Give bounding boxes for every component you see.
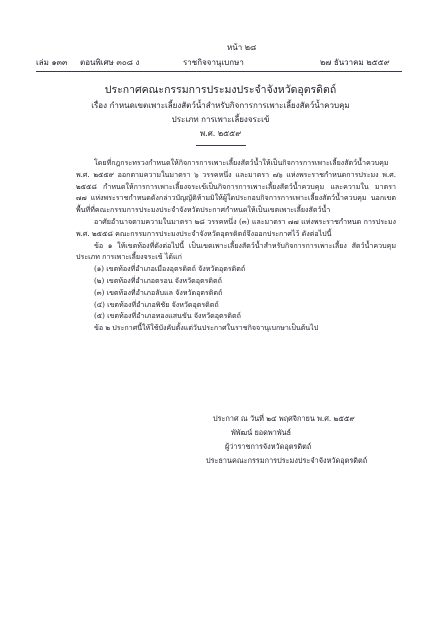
category-line: ประเภท การเพาะเลี้ยงจระเข้ xyxy=(171,115,270,124)
announcement-date: ประกาศ ณ วันที่ ๒๔ พฤศจิกายน พ.ศ. ๒๕๕๙ xyxy=(213,414,355,423)
signer-position: ผู้ว่าราชการจังหวัดอุตรดิตถ์ xyxy=(225,442,312,451)
announcement-body xyxy=(76,157,396,334)
list-item: (๕) เขตท้องที่อำเภอทองแสนขัน จังหวัดอุตรดิตถ์ xyxy=(94,311,241,321)
header-rule xyxy=(36,71,402,72)
title-divider xyxy=(196,145,246,146)
list-item: (๒) เขตท้องที่อำเภอตรอน จังหวัดอุตรดิตถ์ xyxy=(94,275,222,285)
clause-1: ข้อ ๑ ให้เขตท้องที่ดังต่อไปนี้ เป็นเขตเพาะเลี้ยงสัตว์น้ำสำหรับกิจการการเพาะเลี้ยง สัตว์น้ำควบคุม ประเภท การเพาะเลี้ยงจระเข้ ได้แก่ xyxy=(76,240,396,262)
authority-paragraph: อาศัยอำนาจตามความในมาตรา ๒๘ วรรคหนึ่ง (๓) และมาตรา ๗๗ แห่งพระราชกำหนด การประมง พ.ศ. ๒๕๕๘ คณะกรรมการประมงประจำจังหวัดอุตรดิตถ์จึงออกประกาศไว้ ดังต่อไปนี้ xyxy=(76,216,396,238)
gazette-name: ราชกิจจานุเบกษา xyxy=(183,58,244,67)
page-number: หน้า ๒๘ xyxy=(227,43,257,52)
page-title: ประกาศคณะกรรมการประมงประจำจังหวัดอุตรดิตถ์ xyxy=(104,84,337,96)
list-item: (๑) เขตท้องที่อำเภอเมืองอุตรดิตถ์ จังหวัดอุตรดิตถ์ xyxy=(94,264,246,274)
signer-name: พัพัฒน์ ยอดพาพันธ์ xyxy=(231,428,292,437)
gazette-date: ๒๗ ธันวาคม ๒๕๕๙ xyxy=(320,58,390,67)
list-item: (๓) เขตท้องที่อำเภอลับแล จังหวัดอุตรดิตถ์ xyxy=(94,287,223,297)
signer-role: ประธานคณะกรรมการประมงประจำจังหวัดอุตรดิตถ์ xyxy=(206,456,368,465)
list-item: (๔) เขตท้องที่อำเภอพิชัย จังหวัดอุตรดิตถ์ xyxy=(94,299,219,309)
subject-line: เรื่อง กำหนดเขตเพาะเลี้ยงสัตว์น้ำสำหรับกิจการการเพาะเลี้ยงสัตว์น้ำควบคุม xyxy=(91,101,350,110)
volume-label: เล่ม ๑๓๓ xyxy=(36,58,68,67)
year-line: พ.ศ. ๒๕๕๙ xyxy=(199,129,242,138)
section-label: ตอนพิเศษ ๓๐๘ ง xyxy=(80,58,140,67)
preamble-paragraph: โดยที่กฎกระทรวงกำหนดให้กิจการการเพาะเลี้ยงสัตว์น้ำให้เป็นกิจการการเพาะเลี้ยงสัตว์น้ำควบคุม พ.ศ. ๒๕๕๙ ออกตามความในมาตรา ๖ วรรคหนึ่ง และมาตรา ๗๖ แห่งพระราชกำหนดการประมง พ.ศ. ๒๕๕๘ กำหนดให้การการเพาะเลี้ยงจระเข้เป็นกิจการการเพาะเลี้ยงสัตว์น้ำควบคุม และความใน มาตรา ๗๗ แห่งพระราชกำหนดดังกล่าวบัญญัติห้ามมิให้ผู้ใดประกอบกิจการการเพาะเลี้ยงสัตว์น้ำควบคุม นอกเขตพื้นที่ที่คณะกรรมการประมงประจำจังหวัดประกาศกำหนดให้เป็นเขตเพาะเลี้ยงสัตว์น้ำ xyxy=(76,158,396,215)
clause-2: ข้อ ๒ ประกาศนี้ให้ใช้บังคับตั้งแต่วันประกาศในราชกิจจานุเบกษาเป็นต้นไป xyxy=(94,323,319,333)
